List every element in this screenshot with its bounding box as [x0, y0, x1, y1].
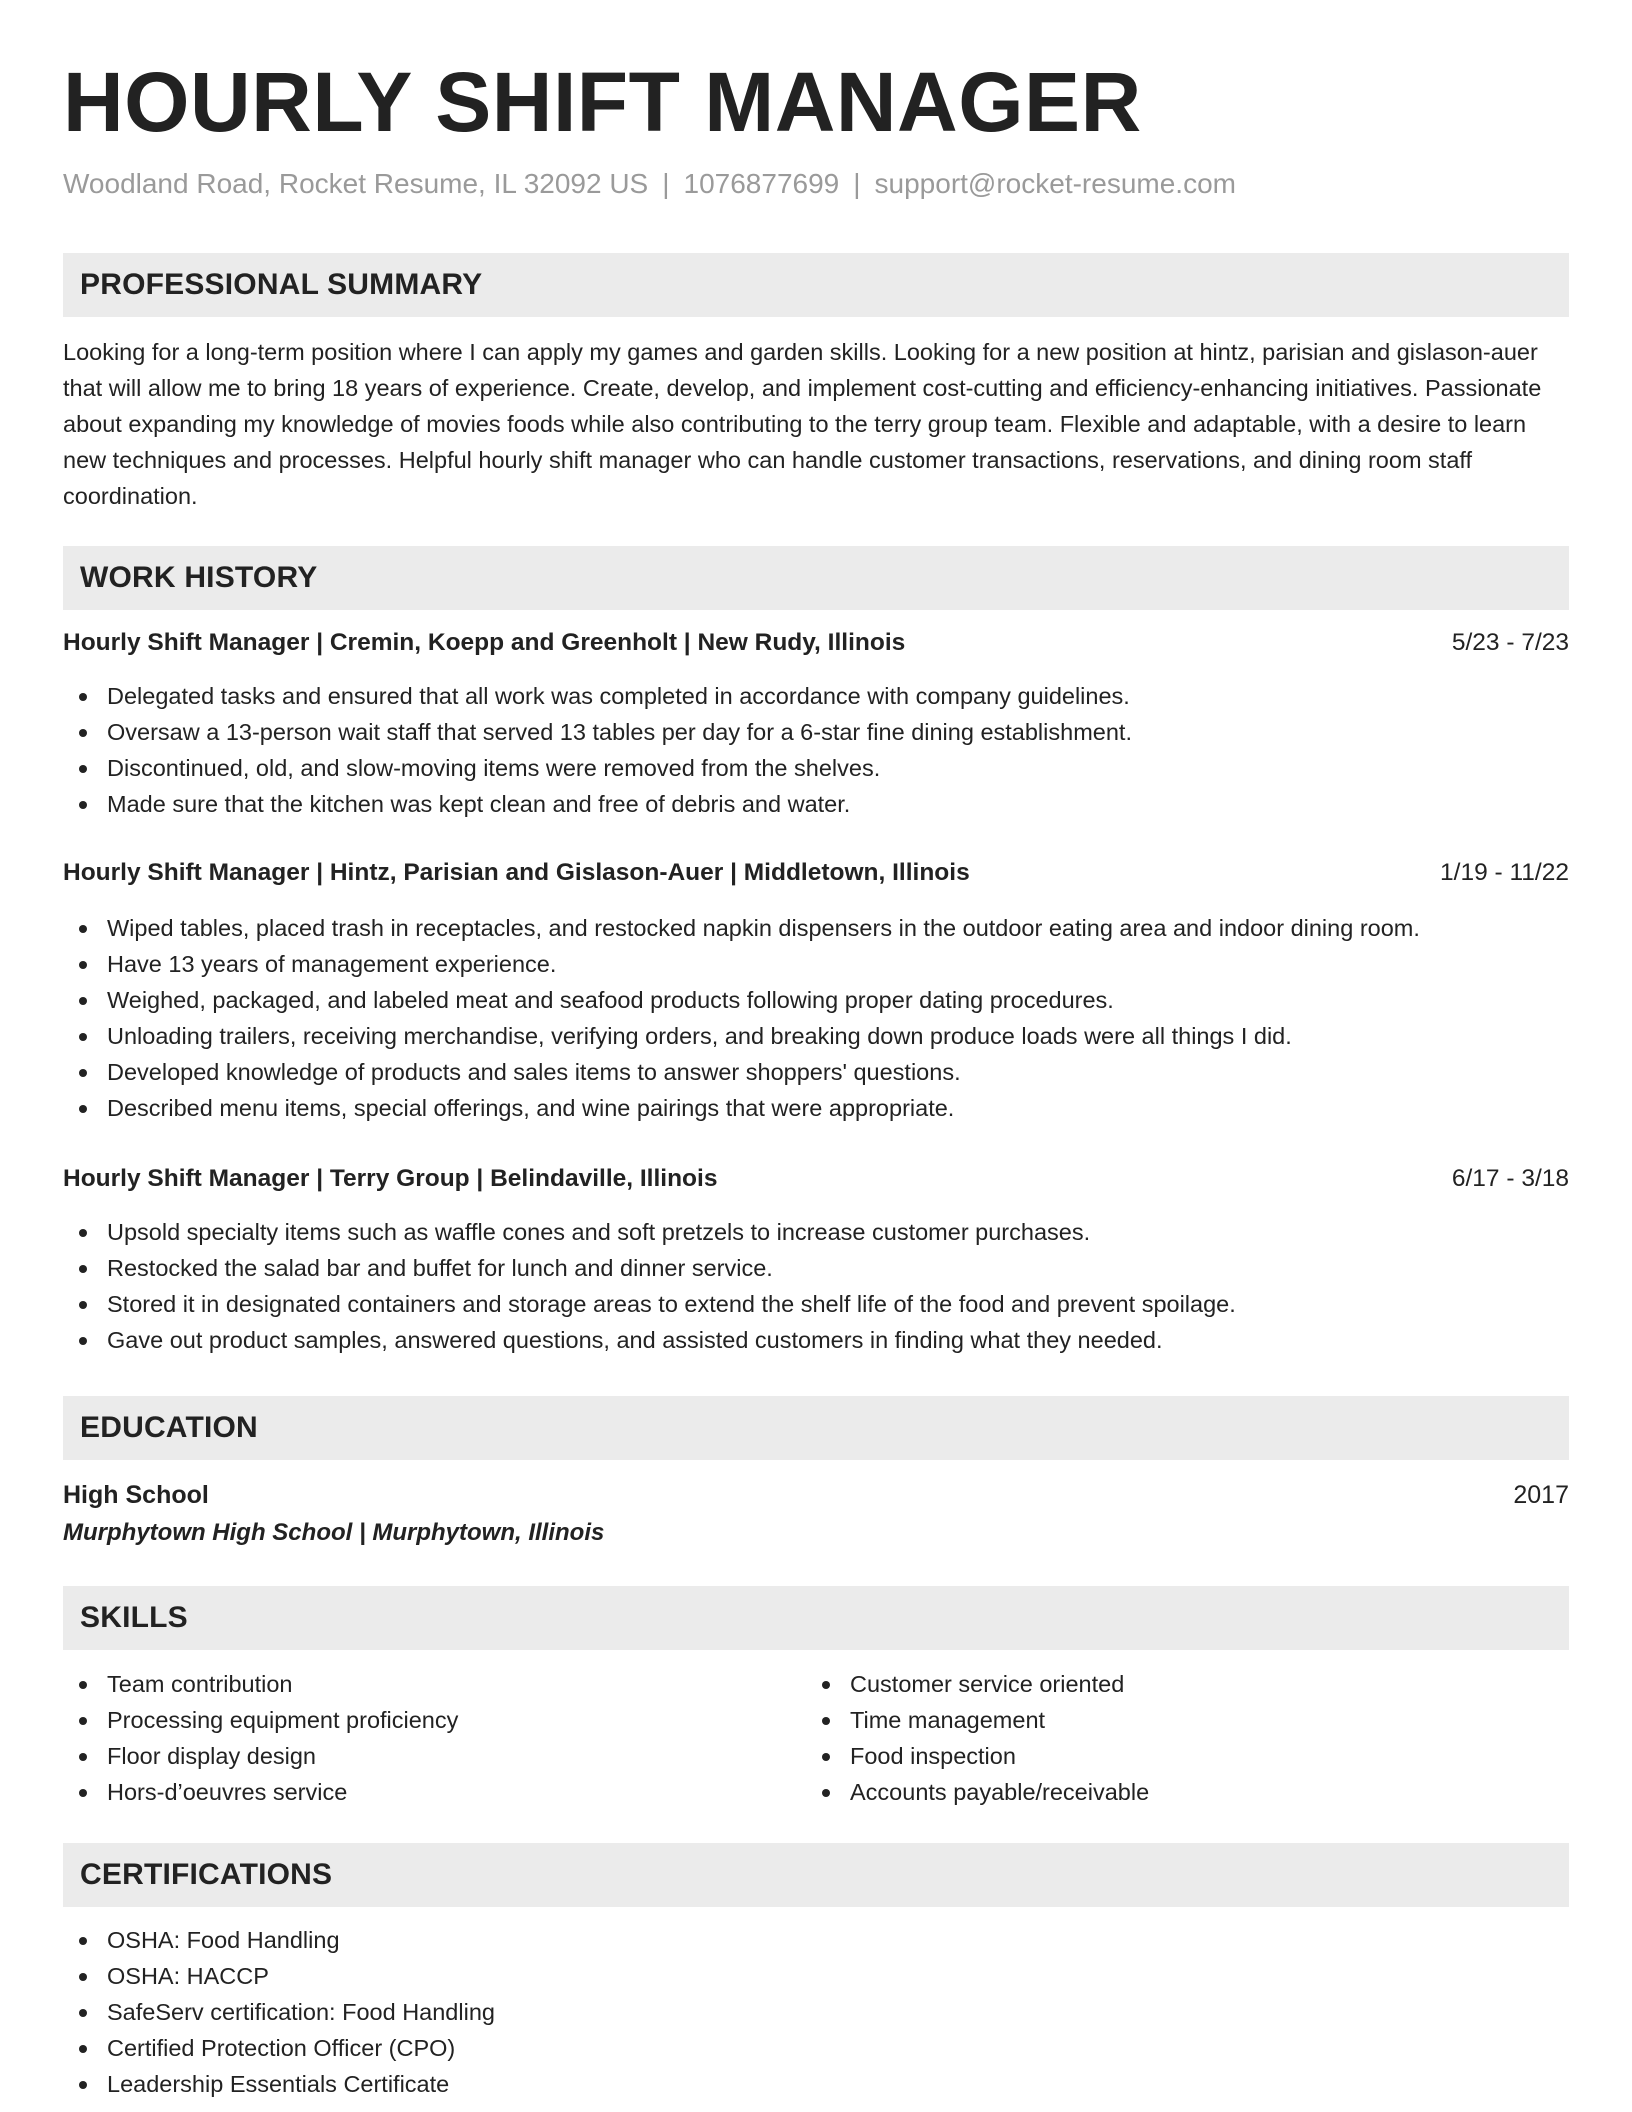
bullet-dot	[79, 1681, 87, 1689]
contact-separator: |	[853, 168, 861, 199]
certification-text: Leadership Essentials Certificate	[107, 2071, 450, 2097]
certifications-list	[63, 1922, 495, 2102]
job-bullets	[63, 1214, 1236, 1358]
bullet-dot	[79, 1937, 87, 1945]
skill-item	[806, 1774, 1149, 1810]
bullet-text: Have 13 years of management experience.	[107, 951, 557, 977]
contact-email[interactable]: support@rocket-resume.com	[874, 168, 1236, 199]
skill-item	[63, 1738, 458, 1774]
skill-text: Time management	[850, 1707, 1046, 1733]
bullet-dot	[79, 1301, 87, 1309]
bullet-text: Stored it in designated containers and storage areas to extend the shelf life of the food and prevent spoilage.	[107, 1291, 1236, 1317]
job-bullet	[63, 786, 1132, 822]
certification-text: OSHA: Food Handling	[107, 1927, 340, 1953]
bullet-dot	[79, 1753, 87, 1761]
skill-item	[63, 1702, 458, 1738]
bullet-text: Oversaw a 13-person wait staff that served 13 tables per day for a 6-star fine dining establishment.	[107, 719, 1132, 745]
certification-text: OSHA: HACCP	[107, 1963, 269, 1989]
certifications-section-header	[63, 1843, 1569, 1907]
work-section-header	[63, 546, 1569, 610]
skill-text: Floor display design	[107, 1743, 316, 1769]
summary-section-header	[63, 253, 1569, 317]
job-bullet	[63, 1322, 1236, 1358]
summary-heading: PROFESSIONAL SUMMARY	[80, 268, 483, 301]
skill-item	[806, 1666, 1149, 1702]
job-bullet	[63, 1250, 1236, 1286]
certification-item	[63, 1922, 495, 1958]
certification-item	[63, 2066, 495, 2102]
job-title: Hourly Shift Manager | Hintz, Parisian and Gislason-Auer | Middletown, Illinois	[63, 859, 970, 886]
bullet-text: Developed knowledge of products and sales items to answer shoppers' questions.	[107, 1059, 961, 1085]
certification-item	[63, 1994, 495, 2030]
job-bullets	[63, 910, 1420, 1126]
bullet-dot	[79, 2009, 87, 2017]
bullet-dot	[79, 729, 87, 737]
skill-text: Hors-d’oeuvres service	[107, 1779, 348, 1805]
education-degree: High School	[63, 1481, 209, 1509]
skills-section-header	[63, 1586, 1569, 1650]
job-title: Hourly Shift Manager | Terry Group | Belindaville, Illinois	[63, 1165, 718, 1192]
job-dates: 6/17 - 3/18	[1451, 1165, 1569, 1192]
bullet-dot	[79, 1717, 87, 1725]
certification-text: Certified Protection Officer (CPO)	[107, 2035, 456, 2061]
bullet-dot	[79, 1105, 87, 1113]
bullet-dot	[79, 1069, 87, 1077]
job-bullets	[63, 678, 1132, 822]
skill-item	[806, 1702, 1149, 1738]
summary-text: Looking for a long-term position where I can apply my games and garden skills. Looking for a new position at hintz, parisian and gislason-auer that will allow me to bring 18 years of experience. Create, develop, and implement cost-cutting and efficiency-enhancing initiatives. Passionate about expanding my knowledge of movies foods while also contributing to the terry group team. Flexible and adaptable, with a desire to learn new techniques and processes. Helpful hourly shift manager who can handle customer transactions, reservations, and dining room staff coordination.	[63, 339, 1542, 509]
job-bullet	[63, 1090, 1420, 1126]
bullet-dot	[822, 1789, 830, 1797]
skill-item	[63, 1666, 458, 1702]
bullet-text: Weighed, packaged, and labeled meat and seafood products following proper dating procedures.	[107, 987, 1114, 1013]
job-bullet	[63, 982, 1420, 1018]
bullet-dot	[822, 1681, 830, 1689]
contact-phone: 1076877699	[683, 168, 840, 199]
job-bullet	[63, 714, 1132, 750]
bullet-dot	[79, 2081, 87, 2089]
skill-text: Customer service oriented	[850, 1671, 1125, 1697]
certification-item	[63, 1958, 495, 1994]
bullet-text: Upsold specialty items such as waffle cones and soft pretzels to increase customer purchases.	[107, 1219, 1091, 1245]
bullet-text: Made sure that the kitchen was kept clean and free of debris and water.	[107, 791, 851, 817]
candidate-name: HOURLY SHIFT MANAGER	[63, 55, 1142, 149]
work-heading: WORK HISTORY	[80, 561, 318, 594]
bullet-text: Delegated tasks and ensured that all work was completed in accordance with company guidelines.	[107, 683, 1130, 709]
bullet-dot	[79, 925, 87, 933]
certification-item	[63, 2030, 495, 2066]
job-bullet	[63, 946, 1420, 982]
bullet-dot	[79, 1229, 87, 1237]
certification-text: SafeServ certification: Food Handling	[107, 1999, 495, 2025]
job-bullet	[63, 1214, 1236, 1250]
contact-address: Woodland Road, Rocket Resume, IL 32092 US	[63, 168, 649, 199]
job-bullet	[63, 750, 1132, 786]
bullet-dot	[79, 1337, 87, 1345]
skill-text: Processing equipment proficiency	[107, 1707, 459, 1733]
bullet-text: Gave out product samples, answered questions, and assisted customers in finding what they needed.	[107, 1327, 1163, 1353]
education-heading: EDUCATION	[80, 1411, 258, 1444]
skill-text: Food inspection	[850, 1743, 1016, 1769]
job-bullet	[63, 910, 1420, 946]
bullet-text: Wiped tables, placed trash in receptacles, and restocked napkin dispensers in the outdoor eating area and indoor dining room.	[107, 915, 1420, 941]
skill-text: Team contribution	[107, 1671, 293, 1697]
job-bullet	[63, 1018, 1420, 1054]
bullet-dot	[822, 1717, 830, 1725]
skill-item	[806, 1738, 1149, 1774]
contact-separator: |	[662, 168, 670, 199]
certifications-heading: CERTIFICATIONS	[80, 1858, 333, 1891]
bullet-dot	[79, 1973, 87, 1981]
skills-list-left	[63, 1666, 458, 1810]
education-year: 2017	[1513, 1481, 1569, 1509]
bullet-dot	[79, 1789, 87, 1797]
job-dates: 1/19 - 11/22	[1440, 859, 1569, 886]
contact-line	[63, 166, 1236, 202]
bullet-dot	[79, 1265, 87, 1273]
bullet-dot	[79, 1033, 87, 1041]
education-section-header	[63, 1396, 1569, 1460]
bullet-text: Restocked the salad bar and buffet for lunch and dinner service.	[107, 1255, 773, 1281]
bullet-dot	[79, 997, 87, 1005]
job-dates: 5/23 - 7/23	[1451, 629, 1569, 656]
skill-item	[63, 1774, 458, 1810]
bullet-text: Discontinued, old, and slow-moving items were removed from the shelves.	[107, 755, 881, 781]
bullet-dot	[79, 765, 87, 773]
bullet-dot	[79, 801, 87, 809]
skill-text: Accounts payable/receivable	[850, 1779, 1150, 1805]
skills-heading: SKILLS	[80, 1601, 188, 1634]
bullet-dot	[822, 1753, 830, 1761]
bullet-dot	[79, 2045, 87, 2053]
job-title: Hourly Shift Manager | Cremin, Koepp and Greenholt | New Rudy, Illinois	[63, 629, 906, 656]
bullet-dot	[79, 961, 87, 969]
education-school: Murphytown High School | Murphytown, Illinois	[63, 1519, 605, 1546]
job-bullet	[63, 1286, 1236, 1322]
bullet-dot	[79, 693, 87, 701]
bullet-text: Described menu items, special offerings, and wine pairings that were appropriate.	[107, 1095, 955, 1121]
bullet-text: Unloading trailers, receiving merchandise, verifying orders, and breaking down produce loads were all things I did.	[107, 1023, 1292, 1049]
job-bullet	[63, 1054, 1420, 1090]
skills-list-right	[806, 1666, 1149, 1810]
job-bullet	[63, 678, 1132, 714]
